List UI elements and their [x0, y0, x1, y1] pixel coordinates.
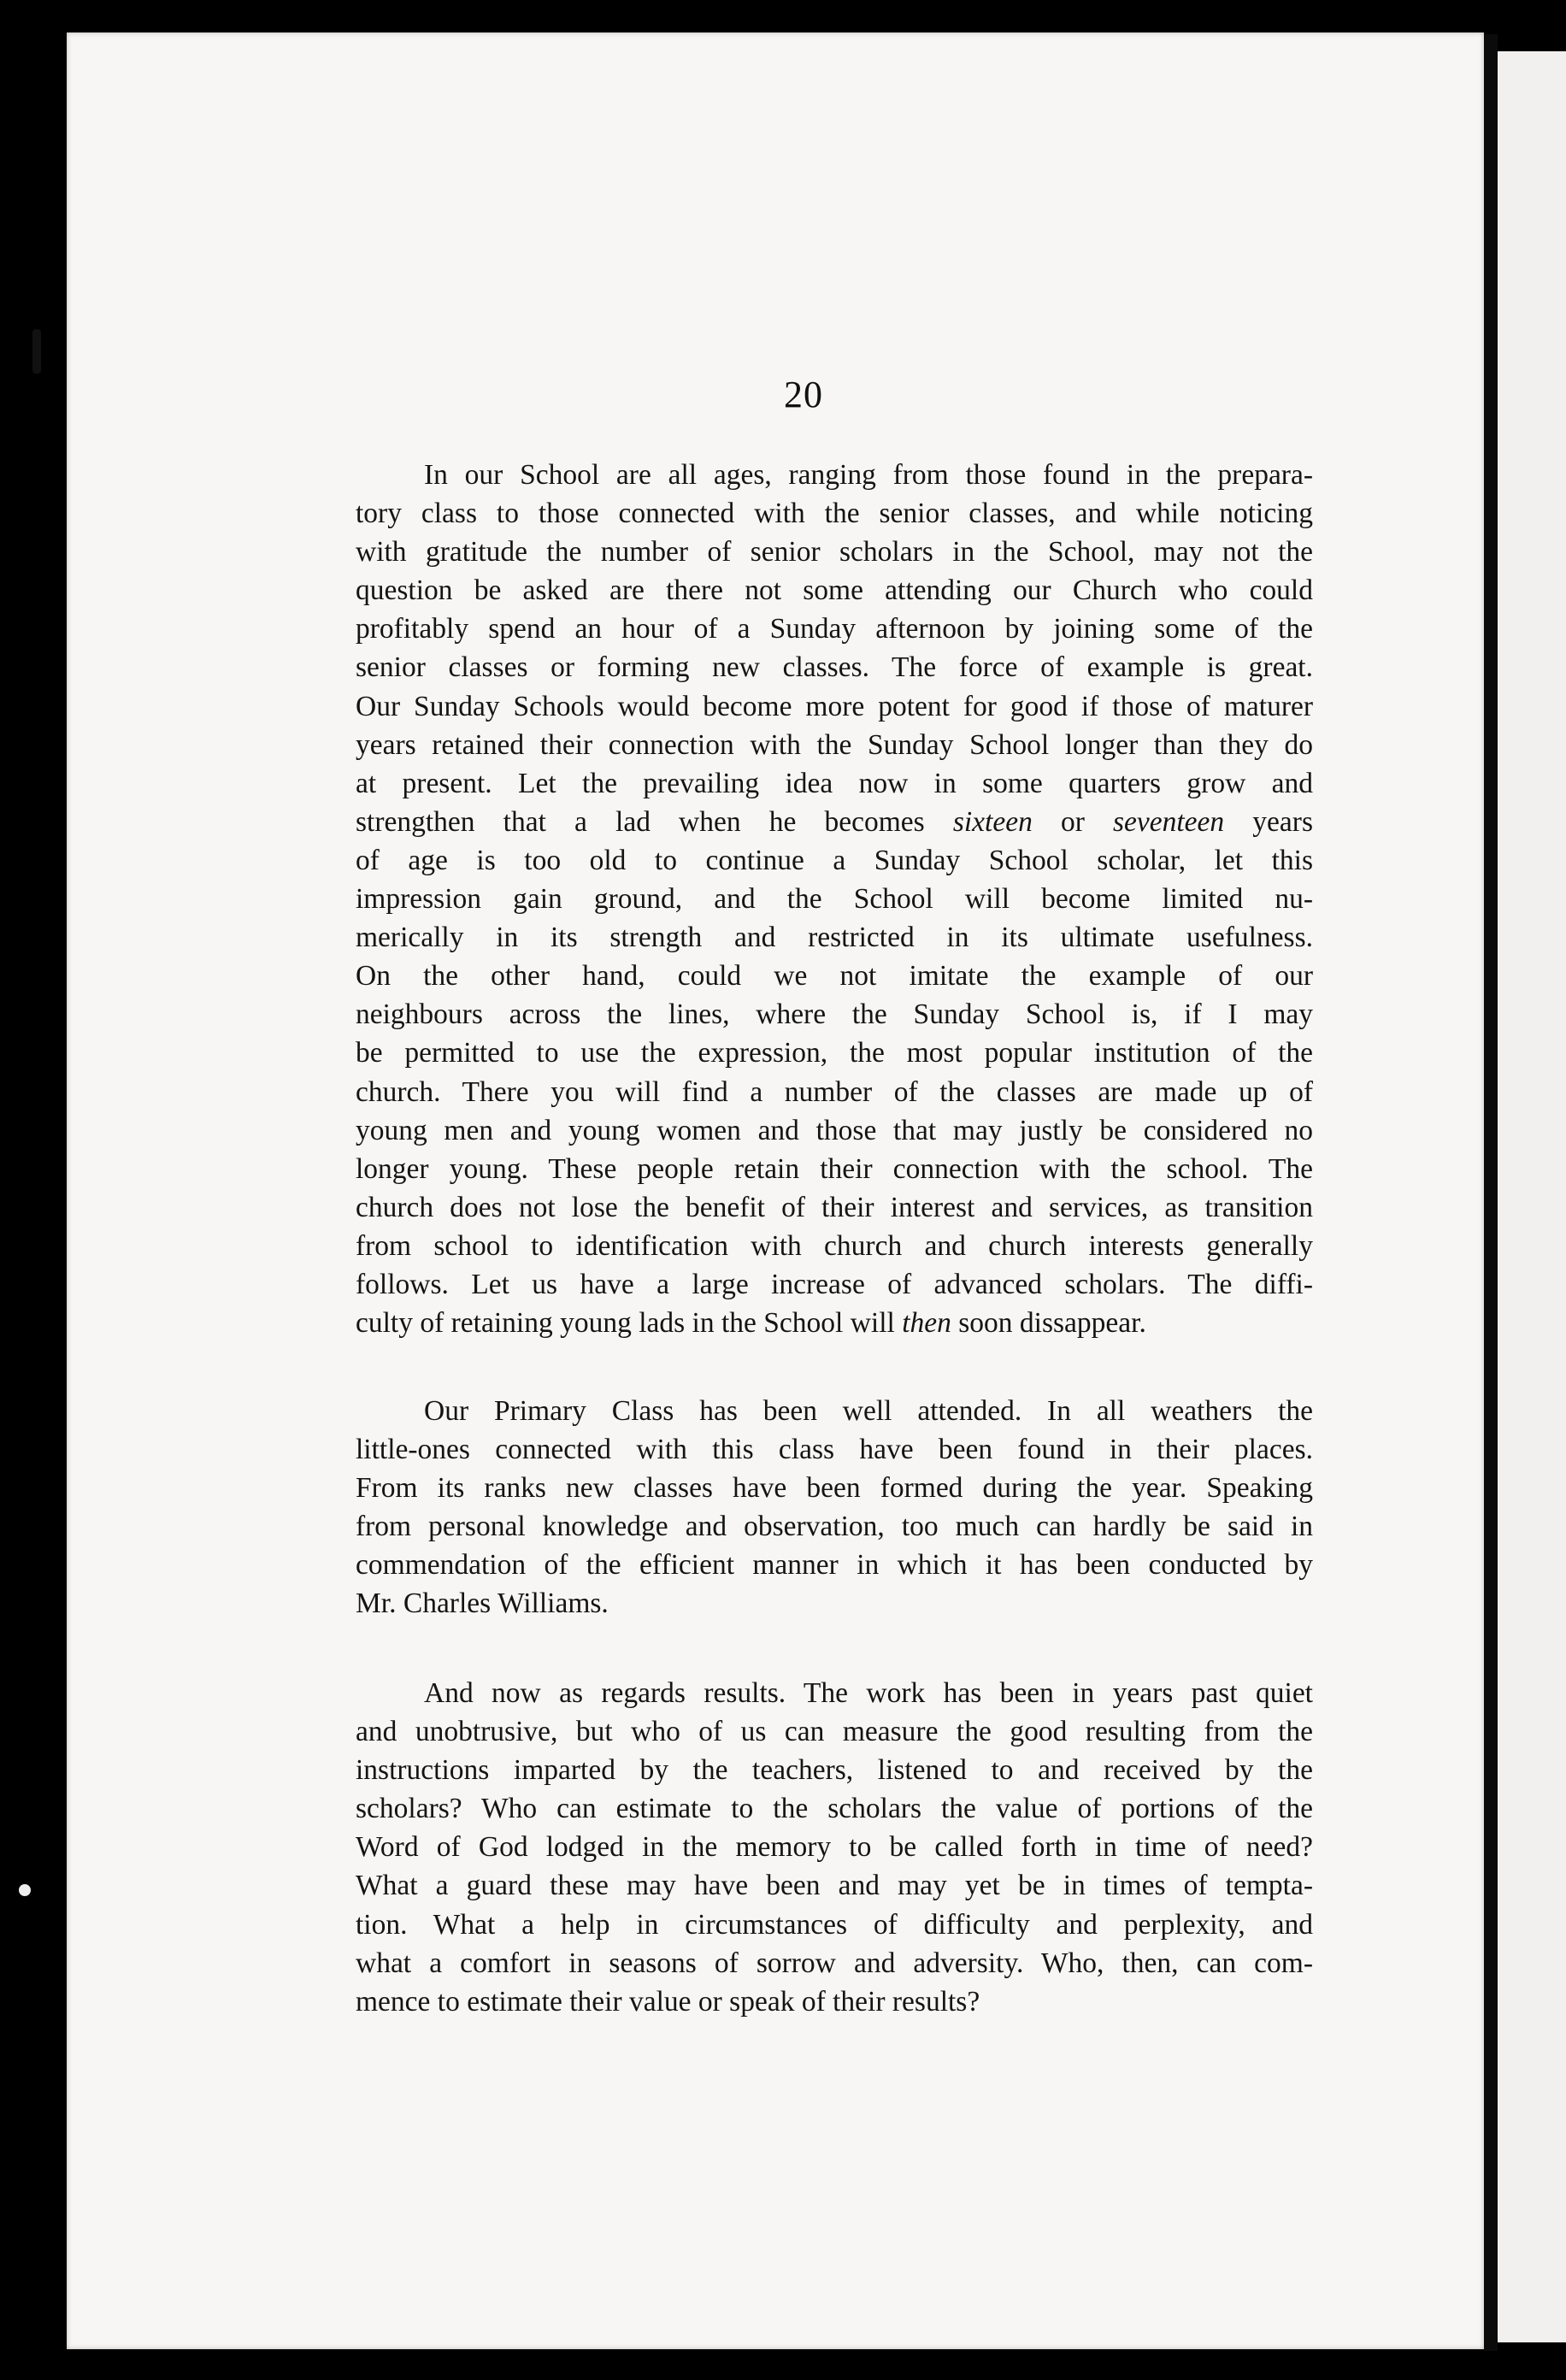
text-line: In our School are all ages, ranging from those found in the prepara- — [424, 459, 1313, 491]
text-line: Mr. Charles Williams. — [356, 1588, 609, 1620]
text-line: follows. Let us have a large increase of advanced scholars. The diffi- — [356, 1268, 1313, 1300]
text-line: mence to estimate their value or speak of their results? — [356, 1985, 980, 2018]
paragraph — [356, 456, 1313, 1342]
text-line: commendation of the efficient manner in which it has been conducted by — [356, 1549, 1313, 1582]
text-line: and unobtrusive, but who of us can measure the good resulting from the — [356, 1716, 1313, 1748]
text-line: question be asked are there not some attending our Church who could — [356, 574, 1313, 607]
text-line: scholars? Who can estimate to the scholars the value of portions of the — [356, 1793, 1313, 1825]
text-line: what a comfort in seasons of sorrow and adversity. Who, then, can com- — [356, 1947, 1313, 1979]
paragraph — [356, 1674, 1313, 2021]
paragraph — [356, 1392, 1313, 1623]
text-line: culty of retaining young lads in the School will then soon dissappear. — [356, 1307, 1146, 1340]
text-line: senior classes or forming new classes. The force of example is great. — [356, 651, 1313, 684]
text-line: On the other hand, could we not imitate the example of our — [356, 960, 1313, 993]
text-line: instructions imparted by the teachers, listened to and received by the — [356, 1754, 1313, 1787]
text-line: years retained their connection with the Sunday School longer than they do — [356, 728, 1313, 761]
text-line: tion. What a help in circumstances of difficulty and perplexity, and — [356, 1908, 1313, 1941]
scan-speck — [32, 329, 41, 374]
text-line: profitably spend an hour of a Sunday afternoon by joining some of the — [356, 613, 1313, 645]
text-line: What a guard these may have been and may yet be in times of tempta- — [356, 1870, 1313, 1902]
text-line: of age is too old to continue a Sunday School scholar, let this — [356, 844, 1313, 876]
text-line: longer young. These people retain their connection with the school. The — [356, 1152, 1313, 1185]
text-line: from school to identification with church and church interests generally — [356, 1229, 1313, 1262]
text-line: church. There you will find a number of the classes are made up of — [356, 1075, 1313, 1108]
text-line: church does not lose the benefit of their interest and services, as transition — [356, 1191, 1313, 1223]
text-line: merically in its strength and restricted in its ultimate usefulness. — [356, 922, 1313, 954]
text-line: And now as regards results. The work has been in years past quiet — [424, 1677, 1313, 1709]
text-line: with gratitude the number of senior scholars in the School, may not the — [356, 536, 1313, 568]
text-line: tory class to those connected with the senior classes, and while noticing — [356, 498, 1313, 530]
page-number: 20 — [784, 374, 823, 415]
text-line: at present. Let the prevailing idea now in some quarters grow and — [356, 767, 1313, 799]
text-line: Our Primary Class has been well attended. In all weathers the — [424, 1395, 1313, 1427]
text-line: neighbours across the lines, where the Sunday School is, if I may — [356, 999, 1313, 1031]
text-line: little-ones connected with this class have been found in their places. — [356, 1434, 1313, 1466]
text-line: from personal knowledge and observation, too much can hardly be said in — [356, 1511, 1313, 1543]
document-page — [67, 32, 1484, 2349]
text-line: From its ranks new classes have been formed during the year. Speaking — [356, 1472, 1313, 1505]
text-line: impression gain ground, and the School will become limited nu- — [356, 883, 1313, 916]
text-line: young men and young women and those that may justly be considered no — [356, 1114, 1313, 1146]
text-line: strengthen that a lad when he becomes sixteen or seventeen years — [356, 805, 1313, 838]
text-line: be permitted to use the expression, the most popular institution of the — [356, 1037, 1313, 1069]
scan-speck — [19, 1884, 31, 1896]
text-line: Word of God lodged in the memory to be called forth in time of need? — [356, 1831, 1313, 1864]
text-line: Our Sunday Schools would become more potent for good if those of maturer — [356, 690, 1313, 722]
